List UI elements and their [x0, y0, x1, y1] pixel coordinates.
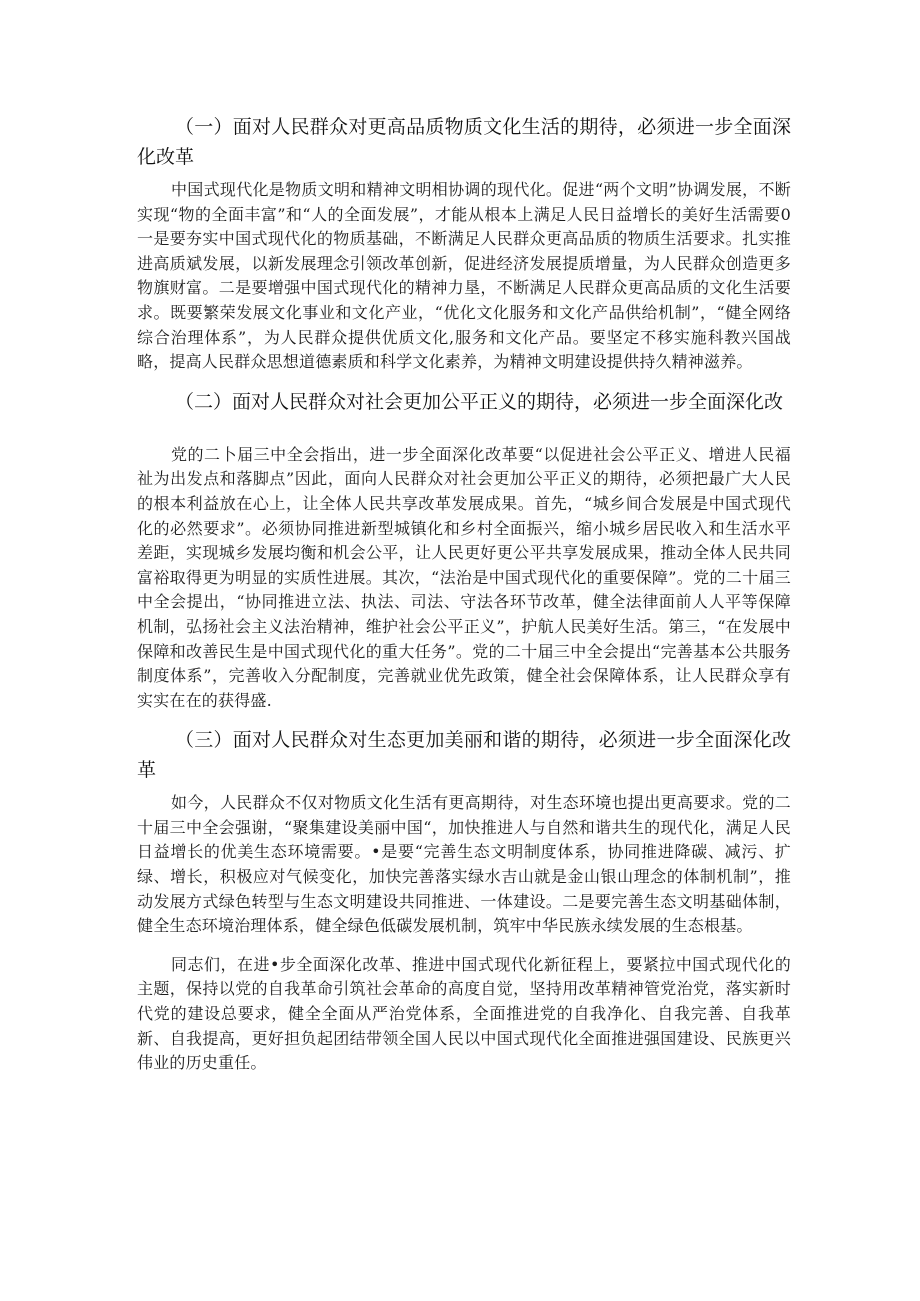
section-paragraph-2: 党的二卜届三中全会指出，进一步全面深化改革要“以促进社会公平正义、增进人民福祉为出发点和落脚点”因此，面向人民群众对社会更加公平正义的期待，必须把最广大人民的根本利益放在心上，让全体人民共享改革发展成果。首先，“城乡间合发展是中国式现代化的必然要求”。必须协同推进新型城镇化和乡村全面振兴，缩小城乡居民收入和生活水平差距，实现城乡发展均衡和机会公平，让人民更好更公平共享发展成果，推动全体人民共同富裕取得更为明显的实质性进展。其次，“法治是中国式现代化的重要保障”。党的二十届三中全会提出，“协同推进立法、执法、司法、守法各环节改革，健全法律面前人人平等保障机制，弘扬社会主义法治精神，维护社会公平正义”，护航人民美好生活。第三，“在发展中保障和改善民生是中国式现代化的重大任务”。党的二十届三中全会提出“完善基本公共服务制度体系”，完善收入分配制度，完善就业优先政策，健全社会保障体系，让人民群众享有实实在在的获得盛.	[137, 444, 791, 710]
closing-paragraph: 同志们，在进•步全面深化改革、推进中国式现代化新征程上，要紧拉中国式现代化的主题，保持以党的自我革命引筑社会革命的高度自觉，坚持用改革精神管党治党，落实新时代党的建设总要求，健全全面从严治党体系，全面推进党的自我净化、自我完善、自我革新、自我提高，更好担负起团结带领全国人民以中国式现代化全面推进强国建设、民族更兴伟业的历史重任。	[137, 954, 791, 1073]
section-heading-1: （一）面对人民群众对更高品质物质文化生活的期待，必须进一步全面深化改革	[137, 116, 791, 168]
section-heading-3: （三）面对人民群众对生态更加美丽和谐的期待，必须进一步全面深化改革	[137, 729, 791, 782]
section-paragraph-3: 如今，人民群众不仅对物质文化生活有更高期待，对生态环境也提出更高要求。党的二十届三中全会强谢，“聚集建设美丽中国“，加快推进人与自然和谐共生的现代化，满足人民日益增长的优美生态环境需要。•是要“完善生态文明制度体系，协同推进降碳、减污、扩绿、增长，积极应对气候变化，加快完善落实绿水吉山就是金山银山理念的体制机制”，推动发展方式绿色转型与生态文明建设共同推进、一体建设。二是要完善生态文明基础体制，健全生态环境治理体系，健全绿色低碳发展机制，筑牢中华民族永续发展的生态根基。	[137, 793, 791, 936]
section-paragraph-1: 中国式现代化是物质文明和精神文明相协调的现代化。促进“两个文明”协调发展，不断实现“物的全面丰富”和“人的全面发展”，才能从根本上满足人民日益增长的美好生活需要0一是要夯实中国式现代化的物质基础，不断满足人民群众更高品质的物质生活要求。扎实推进高质斌发展，以新发展理念引领改革创新，促进经济发展提质增量，为人民群众创造更多物旗财富。二是要增强中国式现代化的精神力垦，不断满足人民群众更高品质的文化生活要求。既要繁荣发展文化事业和文化产业，“优化文化服务和文化产品供给机制”，“健全网络综合治理体系”，为人民群众提供优质文化,服务和文化产品。要坚定不移实施科教兴国战略，提高人民群众思想道德素质和科学文化素养，为精神文明建设提供持久精神滋养。	[137, 180, 791, 372]
document-page	[137, 112, 791, 1076]
section-heading-2: （二）面对人民群众对社会更加公平正义的期待，必须进一步全面深化改	[175, 390, 784, 413]
